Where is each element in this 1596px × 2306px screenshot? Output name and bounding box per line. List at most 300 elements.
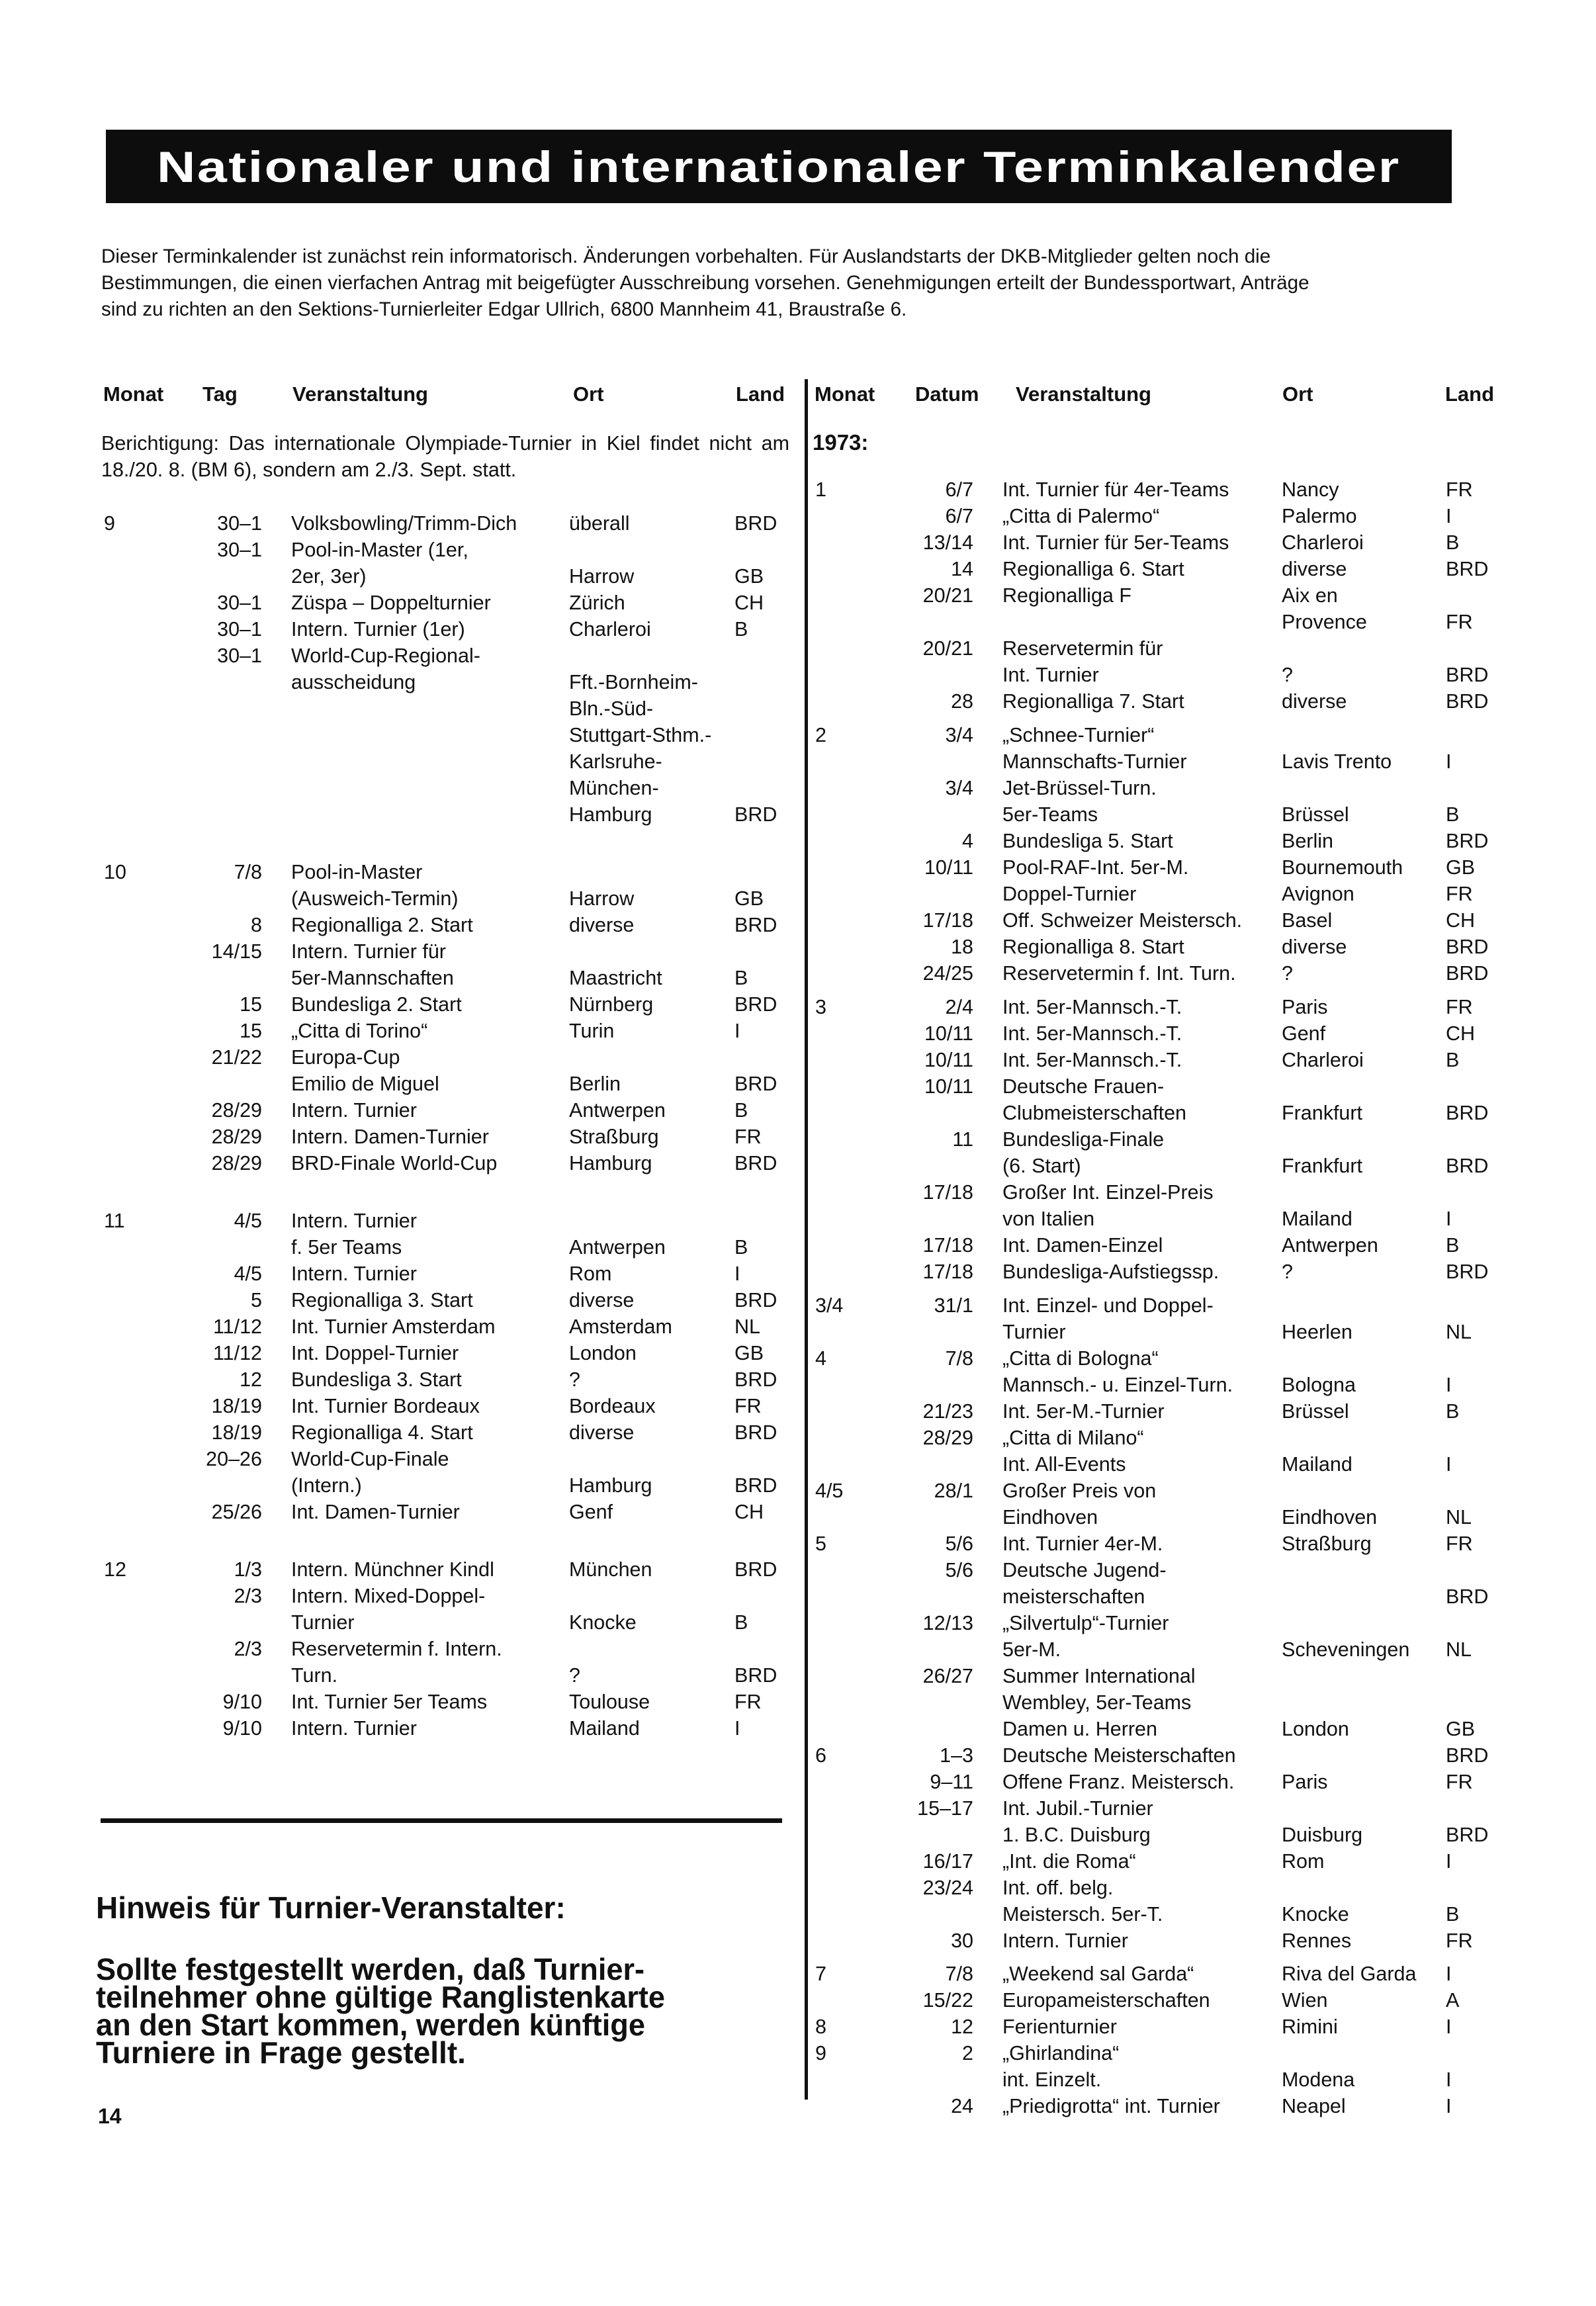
country-cell: BRD (734, 1289, 777, 1311)
event-cell: von Italien (1002, 1208, 1095, 1230)
intro-line: Dieser Terminkalender ist zunächst rein informatorisch. Änderungen vorbehalten. Für Auslandstarts der DKB-Mitglieder gelten noch die (101, 245, 1271, 267)
date-cell: 30–1 (217, 539, 262, 561)
event-cell: Intern. Münchner Kindl (291, 1558, 494, 1581)
date-cell: 17/18 (922, 1261, 973, 1283)
country-cell: A (1446, 1989, 1460, 2012)
date-cell: 12/13 (922, 1612, 973, 1634)
country-cell: FR (1446, 611, 1473, 633)
event-cell: „Silvertulp“-Turnier (1002, 1612, 1169, 1634)
date-cell: 7/8 (945, 1963, 973, 1985)
left-header-ort: Ort (573, 382, 604, 406)
date-cell: 11/12 (212, 1342, 262, 1364)
date-cell: 1/3 (234, 1558, 262, 1581)
place-cell: Berlin (569, 1073, 621, 1095)
place-cell: Neapel (1282, 2095, 1346, 2117)
event-cell: Int. 5er-Mannsch.-T. (1002, 1022, 1182, 1045)
event-cell: 1. B.C. Duisburg (1002, 1824, 1151, 1846)
event-cell: f. 5er Teams (291, 1236, 402, 1259)
event-cell: Int. Turnier 4er-M. (1002, 1532, 1163, 1555)
event-cell: Int. 5er-Mannsch.-T. (1002, 996, 1182, 1018)
date-cell: 7/8 (234, 861, 262, 883)
country-cell: BRD (734, 1474, 777, 1497)
date-cell: 6/7 (945, 505, 973, 527)
place-cell: ? (569, 1368, 580, 1391)
date-cell: 24 (951, 2095, 973, 2117)
event-cell: meisterschaften (1002, 1585, 1145, 1608)
event-cell: Int. Turnier für 5er-Teams (1002, 531, 1229, 554)
monat-cell: 8 (815, 2016, 826, 2038)
place-cell: Antwerpen (569, 1236, 666, 1259)
date-cell: 4/5 (234, 1263, 262, 1285)
date-cell: 5 (251, 1289, 262, 1311)
country-cell: B (1446, 1400, 1460, 1423)
country-cell: I (1446, 2016, 1452, 2038)
place-cell: Toulouse (569, 1691, 650, 1713)
date-cell: 10/11 (924, 1022, 973, 1045)
left-header-veranstaltung: Veranstaltung (292, 382, 428, 406)
event-cell: „Int. die Roma“ (1002, 1850, 1136, 1873)
intro-paragraph (101, 244, 1491, 323)
right-header-ort: Ort (1282, 382, 1313, 406)
date-cell: 15 (240, 1020, 262, 1042)
place-cell: Turin (569, 1020, 615, 1042)
date-cell: 18/19 (211, 1421, 262, 1444)
event-cell: Turn. (291, 1664, 338, 1687)
country-cell: FR (1446, 478, 1473, 501)
monat-cell: 4/5 (815, 1480, 844, 1502)
date-cell: 3/4 (945, 724, 973, 746)
event-cell: Int. off. belg. (1002, 1877, 1114, 1899)
event-cell: (6. Start) (1002, 1155, 1081, 1177)
monat-cell: 2 (815, 724, 826, 746)
event-cell: Offene Franz. Meistersch. (1002, 1771, 1235, 1793)
country-cell: B (734, 1611, 748, 1634)
place-cell: diverse (1282, 558, 1347, 580)
event-cell: Int. Damen-Turnier (291, 1501, 460, 1523)
event-cell: Reservetermin f. Intern. (291, 1638, 502, 1660)
country-cell: BRD (1446, 936, 1489, 958)
country-cell: B (1446, 803, 1460, 826)
event-cell: ausscheidung (291, 671, 416, 693)
place-cell: Genf (1282, 1022, 1326, 1045)
date-cell: 3/4 (945, 777, 973, 799)
place-cell: Stuttgart-Sthm.- (569, 724, 712, 746)
country-cell: I (1446, 750, 1452, 773)
country-cell: BRD (1446, 962, 1489, 985)
notice-body (96, 1952, 791, 2070)
date-cell: 2/3 (234, 1638, 262, 1660)
place-cell: diverse (1282, 690, 1347, 713)
monat-cell: 10 (104, 861, 126, 883)
country-cell: BRD (1446, 1261, 1489, 1283)
country-cell: I (1446, 2095, 1452, 2117)
monat-cell: 9 (104, 512, 115, 535)
country-cell: B (734, 618, 748, 641)
place-cell: Hamburg (569, 1474, 652, 1497)
event-cell: Volksbowling/Trimm-Dich (291, 512, 517, 535)
place-cell: München (569, 1558, 652, 1581)
date-cell: 21/22 (211, 1046, 262, 1069)
event-cell: Meistersch. 5er-T. (1002, 1903, 1163, 1926)
place-cell: Charleroi (569, 618, 651, 641)
event-cell: Europameisterschaften (1002, 1989, 1210, 2012)
date-cell: 18 (951, 936, 973, 958)
right-header-land: Land (1445, 382, 1495, 406)
date-cell: 30–1 (217, 618, 262, 641)
date-cell: 28/1 (934, 1480, 973, 1502)
country-cell: BRD (1446, 1585, 1489, 1608)
event-cell: Deutsche Jugend- (1002, 1559, 1167, 1581)
country-cell: B (1446, 1234, 1460, 1257)
event-cell: Deutsche Frauen- (1002, 1075, 1165, 1098)
event-cell: Bundesliga 5. Start (1002, 830, 1173, 852)
place-cell: Bln.-Süd- (569, 697, 654, 720)
event-cell: Jet-Brüssel-Turn. (1002, 777, 1157, 799)
place-cell: Straßburg (569, 1126, 659, 1148)
event-cell: Mannschafts-Turnier (1002, 750, 1187, 773)
date-cell: 21/23 (922, 1400, 973, 1423)
event-cell: Summer International (1002, 1665, 1196, 1687)
place-cell: ? (1282, 664, 1293, 686)
event-cell: Emilio de Miguel (291, 1073, 439, 1095)
date-cell: 31/1 (934, 1294, 973, 1317)
date-cell: 12 (240, 1368, 262, 1391)
country-cell: I (1446, 2068, 1452, 2091)
country-cell: GB (734, 887, 764, 910)
place-cell: ? (569, 1664, 580, 1687)
place-cell: Rennes (1282, 1929, 1352, 1952)
event-cell: Bundesliga-Finale (1002, 1128, 1165, 1151)
correction-note: Berichtigung: Das internationale Olympiade-Turnier in Kiel findet nicht am 18./20. 8. (BM 6), sondern am 2./3. Sept. statt. (101, 432, 789, 481)
event-cell: Int. Turnier Bordeaux (291, 1395, 480, 1417)
event-cell: Wembley, 5er-Teams (1002, 1691, 1192, 1714)
event-cell: Intern. Mixed-Doppel- (291, 1585, 486, 1607)
date-cell: 30 (951, 1929, 973, 1952)
event-cell: Int. 5er-M.-Turnier (1002, 1400, 1165, 1423)
event-cell: „Citta di Torino“ (291, 1020, 428, 1042)
event-cell: Regionalliga F (1002, 584, 1131, 607)
country-cell: FR (1446, 1771, 1473, 1793)
event-cell: Intern. Damen-Turnier (291, 1126, 489, 1148)
place-cell: Frankfurt (1282, 1155, 1363, 1177)
monat-cell: 6 (815, 1744, 826, 1767)
place-cell: Charleroi (1282, 531, 1364, 554)
place-cell: Knocke (569, 1611, 637, 1634)
event-cell: Regionalliga 8. Start (1002, 936, 1184, 958)
event-cell: Intern. Turnier für (291, 940, 446, 963)
event-cell: Regionalliga 4. Start (291, 1421, 473, 1444)
date-cell: 15–17 (917, 1797, 973, 1820)
place-cell: Aix en (1282, 584, 1338, 607)
date-cell: 10/11 (924, 856, 973, 879)
date-cell: 13/14 (922, 531, 973, 554)
place-cell: Mailand (1282, 1208, 1352, 1230)
event-cell: Int. Turnier 5er Teams (291, 1691, 488, 1713)
event-cell: World-Cup-Finale (291, 1448, 449, 1470)
place-cell: Heerlen (1282, 1321, 1352, 1343)
country-cell: B (1446, 1049, 1460, 1071)
place-cell: diverse (569, 1289, 635, 1311)
place-cell: Scheveningen (1282, 1638, 1410, 1661)
place-cell: Provence (1282, 611, 1367, 633)
date-cell: 20/21 (922, 584, 973, 607)
date-cell: 9/10 (222, 1691, 262, 1713)
monat-cell: 12 (104, 1558, 126, 1581)
place-cell: ? (1282, 1261, 1293, 1283)
country-cell: BRD (734, 1421, 777, 1444)
monat-cell: 7 (815, 1963, 826, 1985)
event-cell: Reservetermin f. Int. Turn. (1002, 962, 1236, 985)
event-cell: 5er-M. (1002, 1638, 1061, 1661)
country-cell: I (1446, 1850, 1452, 1873)
country-cell: BRD (734, 1152, 777, 1175)
country-cell: B (1446, 1903, 1460, 1926)
event-cell: Bundesliga-Aufstiegssp. (1002, 1261, 1219, 1283)
country-cell: BRD (734, 1073, 777, 1095)
place-cell: Eindhoven (1282, 1506, 1378, 1529)
event-cell: Off. Schweizer Meistersch. (1002, 909, 1243, 932)
place-cell: Duisburg (1282, 1824, 1363, 1846)
date-cell: 9–11 (930, 1771, 973, 1793)
country-cell: GB (1446, 856, 1476, 879)
date-cell: 15 (240, 993, 262, 1016)
event-cell: Regionalliga 7. Start (1002, 690, 1184, 713)
country-cell: GB (734, 565, 764, 588)
event-cell: Int. 5er-Mannsch.-T. (1002, 1049, 1182, 1071)
date-cell: 14 (951, 558, 973, 580)
country-cell: CH (734, 1501, 764, 1523)
country-cell: BRD (734, 1664, 777, 1687)
place-cell: Nürnberg (569, 993, 654, 1016)
place-cell: London (569, 1342, 637, 1364)
event-cell: Pool-RAF-Int. 5er-M. (1002, 856, 1189, 879)
place-cell: Harrow (569, 565, 635, 588)
event-cell: Intern. Turnier (1er) (291, 618, 465, 641)
place-cell: Karlsruhe- (569, 750, 662, 773)
page-title: Nationaler und internationaler Terminkalender (157, 142, 1401, 191)
event-cell: Intern. Turnier (291, 1099, 417, 1122)
right-header-datum: Datum (915, 382, 979, 406)
date-cell: 23/24 (922, 1877, 973, 1899)
place-cell: Zürich (569, 592, 625, 614)
event-cell: Turnier (291, 1611, 355, 1634)
date-cell: 1–3 (940, 1744, 973, 1767)
country-cell: FR (734, 1126, 762, 1148)
country-cell: I (1446, 1374, 1452, 1396)
place-cell: Knocke (1282, 1903, 1349, 1926)
event-cell: „Citta di Palermo“ (1002, 505, 1160, 527)
place-cell: Riva del Garda (1282, 1963, 1417, 1985)
event-cell: Pool-in-Master (1er, (291, 539, 468, 561)
date-cell: 15/22 (922, 1989, 973, 2012)
country-cell: NL (1446, 1506, 1472, 1529)
country-cell: BRD (1446, 558, 1489, 580)
place-cell: München- (569, 777, 659, 799)
country-cell: BRD (1446, 830, 1489, 852)
date-cell: 28/29 (211, 1126, 262, 1148)
place-cell: Genf (569, 1501, 613, 1523)
place-cell: Straßburg (1282, 1532, 1372, 1555)
event-cell: int. Einzelt. (1002, 2068, 1102, 2091)
country-cell: NL (1446, 1321, 1472, 1343)
country-cell: I (1446, 505, 1452, 527)
place-cell: Paris (1282, 996, 1328, 1018)
intro-line: sind zu richten an den Sektions-Turnierleiter Edgar Ullrich, 6800 Mannheim 41, Braustraße 6. (101, 298, 907, 320)
event-cell: Ferienturnier (1002, 2016, 1117, 2038)
date-cell: 25/26 (211, 1501, 262, 1523)
event-cell: Bundesliga 3. Start (291, 1368, 462, 1391)
date-cell: 30–1 (217, 512, 262, 535)
place-cell: diverse (569, 1421, 635, 1444)
place-cell: Hamburg (569, 1152, 652, 1175)
date-cell: 24/25 (922, 962, 973, 985)
country-cell: FR (1446, 996, 1473, 1018)
place-cell: diverse (1282, 936, 1347, 958)
country-cell: GB (1446, 1718, 1476, 1740)
country-cell: BRD (1446, 1824, 1489, 1846)
date-cell: 16/17 (922, 1850, 973, 1873)
country-cell: FR (1446, 1532, 1473, 1555)
event-cell: Doppel-Turnier (1002, 883, 1137, 905)
event-cell: Regionalliga 2. Start (291, 914, 473, 936)
event-cell: Intern. Turnier (291, 1210, 417, 1232)
right-header-veranstaltung: Veranstaltung (1016, 382, 1151, 406)
date-cell: 28/29 (211, 1152, 262, 1175)
place-cell: Berlin (1282, 830, 1333, 852)
place-cell: Bournemouth (1282, 856, 1403, 879)
place-cell: ? (1282, 962, 1293, 985)
event-cell: Damen u. Herren (1002, 1718, 1157, 1740)
date-cell: 11 (952, 1128, 973, 1151)
event-cell: Züspa – Doppelturnier (291, 592, 491, 614)
monat-cell: 4 (815, 1347, 826, 1370)
date-cell: 28/29 (211, 1099, 262, 1122)
country-cell: B (1446, 531, 1460, 554)
date-cell: 20/21 (922, 637, 973, 660)
place-cell: Mailand (569, 1717, 640, 1740)
notice-line: Sollte festgestellt werden, daß Turnier- (96, 1952, 645, 1986)
event-cell: Intern. Turnier (291, 1263, 417, 1285)
place-cell: Hamburg (569, 803, 652, 826)
event-cell: „Schnee-Turnier“ (1002, 724, 1155, 746)
date-cell: 30–1 (217, 644, 262, 667)
place-cell: Mailand (1282, 1453, 1352, 1476)
place-cell: Wien (1282, 1989, 1328, 2012)
event-cell: Pool-in-Master (291, 861, 423, 883)
country-cell: I (734, 1263, 740, 1285)
country-cell: BRD (734, 993, 777, 1016)
monat-cell: 11 (104, 1210, 125, 1232)
event-cell: Intern. Turnier (1002, 1929, 1128, 1952)
event-cell: Int. Jubil.-Turnier (1002, 1797, 1153, 1820)
date-cell: 18/19 (211, 1395, 262, 1417)
notice-title: Hinweis für Turnier-Veranstalter: (96, 1890, 566, 1925)
date-cell: 9/10 (222, 1717, 262, 1740)
date-cell: 10/11 (924, 1049, 973, 1071)
country-cell: B (734, 967, 748, 989)
place-cell: diverse (569, 914, 635, 936)
country-cell: BRD (734, 512, 777, 535)
date-cell: 17/18 (922, 1234, 973, 1257)
date-cell: 28/29 (922, 1427, 973, 1449)
place-cell: Palermo (1282, 505, 1357, 527)
date-cell: 14/15 (211, 940, 262, 963)
place-cell: Brüssel (1282, 803, 1349, 826)
country-cell: BRD (734, 1368, 777, 1391)
event-cell: Int. Damen-Einzel (1002, 1234, 1163, 1257)
place-cell: Bologna (1282, 1374, 1356, 1396)
event-cell: Turnier (1002, 1321, 1066, 1343)
event-cell: 5er-Teams (1002, 803, 1098, 826)
place-cell: Antwerpen (569, 1099, 666, 1122)
event-cell: Großer Int. Einzel-Preis (1002, 1181, 1214, 1204)
event-cell: 2er, 3er) (291, 565, 367, 588)
country-cell: I (1446, 1963, 1452, 1985)
date-cell: 2/4 (945, 996, 973, 1018)
event-cell: Int. Turnier für 4er-Teams (1002, 478, 1229, 501)
date-cell: 26/27 (922, 1665, 973, 1687)
event-cell: Deutsche Meisterschaften (1002, 1744, 1236, 1767)
place-cell: Charleroi (1282, 1049, 1364, 1071)
country-cell: BRD (1446, 1155, 1489, 1177)
place-cell: Basel (1282, 909, 1333, 932)
event-cell: „Citta di Bologna“ (1002, 1347, 1159, 1370)
place-cell: Brüssel (1282, 1400, 1349, 1423)
monat-cell: 9 (815, 2042, 826, 2064)
event-cell: „Weekend sal Garda“ (1002, 1963, 1194, 1985)
date-cell: 2/3 (234, 1585, 262, 1607)
place-cell: Rom (1282, 1850, 1325, 1873)
event-cell: Int. Turnier (1002, 664, 1099, 686)
country-cell: B (734, 1236, 748, 1259)
place-cell: Fft.-Bornheim- (569, 671, 698, 693)
country-cell: FR (1446, 883, 1473, 905)
country-cell: BRD (1446, 664, 1489, 686)
country-cell: BRD (1446, 690, 1489, 713)
country-cell: I (1446, 1208, 1452, 1230)
monat-cell: 3/4 (815, 1294, 844, 1317)
country-cell: BRD (1446, 1102, 1489, 1124)
country-cell: BRD (734, 914, 777, 936)
intro-line: Bestimmungen, die einen vierfachen Antrag mit beigefügter Ausschreibung vorsehen. Genehmigungen erteilt der Bundessportwart, Anträge (101, 272, 1309, 294)
country-cell: FR (734, 1691, 762, 1713)
place-cell: Rimini (1282, 2016, 1338, 2038)
country-cell: BRD (1446, 1744, 1489, 1767)
event-cell: Bundesliga 2. Start (291, 993, 462, 1016)
date-cell: 8 (251, 914, 262, 936)
date-cell: 28 (951, 690, 973, 713)
monat-cell: 5 (815, 1532, 826, 1555)
place-cell: Avignon (1282, 883, 1354, 905)
title-banner (106, 130, 1452, 203)
left-header-tag: Tag (202, 382, 238, 406)
date-cell: 2 (962, 2042, 973, 2064)
event-cell: (Intern.) (291, 1474, 362, 1497)
right-header-monat: Monat (815, 382, 875, 406)
date-cell: 30–1 (217, 592, 262, 614)
country-cell: FR (734, 1395, 762, 1417)
country-cell: B (734, 1099, 748, 1122)
event-cell: Großer Preis von (1002, 1480, 1157, 1502)
country-cell: GB (734, 1342, 764, 1364)
country-cell: FR (1446, 1929, 1473, 1952)
place-cell: London (1282, 1718, 1349, 1740)
event-cell: „Ghirlandina“ (1002, 2042, 1120, 2064)
date-cell: 10/11 (924, 1075, 973, 1098)
place-cell: überall (569, 512, 630, 535)
date-cell: 17/18 (922, 909, 973, 932)
notice-line: an den Start kommen, werden künftige (96, 2008, 645, 2042)
